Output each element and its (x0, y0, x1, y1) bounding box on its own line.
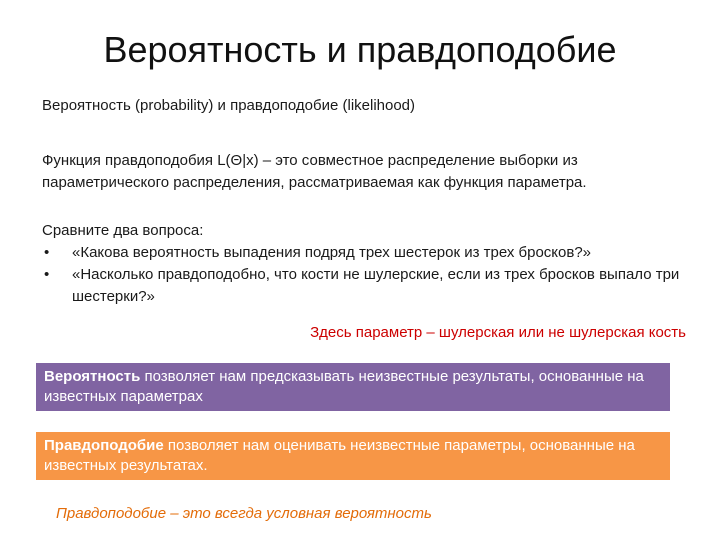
likelihood-term: Правдоподобие (44, 437, 164, 454)
question-text: «Насколько правдоподобно, что кости не шулерские, если из трех бросков выпало три шестерки?» (72, 266, 680, 305)
slide-title: Вероятность и правдоподобие (103, 29, 617, 70)
probability-box (36, 363, 670, 411)
probability-text: позволяет нам предсказывать неизвестные результаты, основанные на известных параметрах (44, 368, 644, 405)
likelihood-box (36, 432, 670, 480)
probability-term: Вероятность (44, 368, 141, 385)
likelihood-definition: Функция правдоподобия L(Θ|x) – это совместное распределение выборки из параметрического распределения, рассматриваемая как функция параметра. (42, 152, 587, 191)
parameter-note: Здесь параметр – шулерская или не шулерская кость (310, 324, 686, 341)
question-item (42, 264, 692, 308)
compare-intro: Сравните два вопроса: (42, 222, 204, 239)
likelihood-text: позволяет нам оценивать неизвестные параметры, основанные на известных результатах. (44, 437, 635, 474)
bullet-icon: • (44, 244, 50, 261)
bullet-icon: • (44, 266, 50, 283)
question-text: «Какова вероятность выпадения подряд трех шестерок из трех бросков?» (72, 244, 592, 261)
slide-subtitle: Вероятность (probability) и правдоподобие (likelihood) (42, 97, 416, 114)
question-item (42, 242, 692, 264)
compare-section (42, 220, 692, 308)
likelihood-footnote: Правдоподобие – это всегда условная вероятность (56, 505, 432, 522)
